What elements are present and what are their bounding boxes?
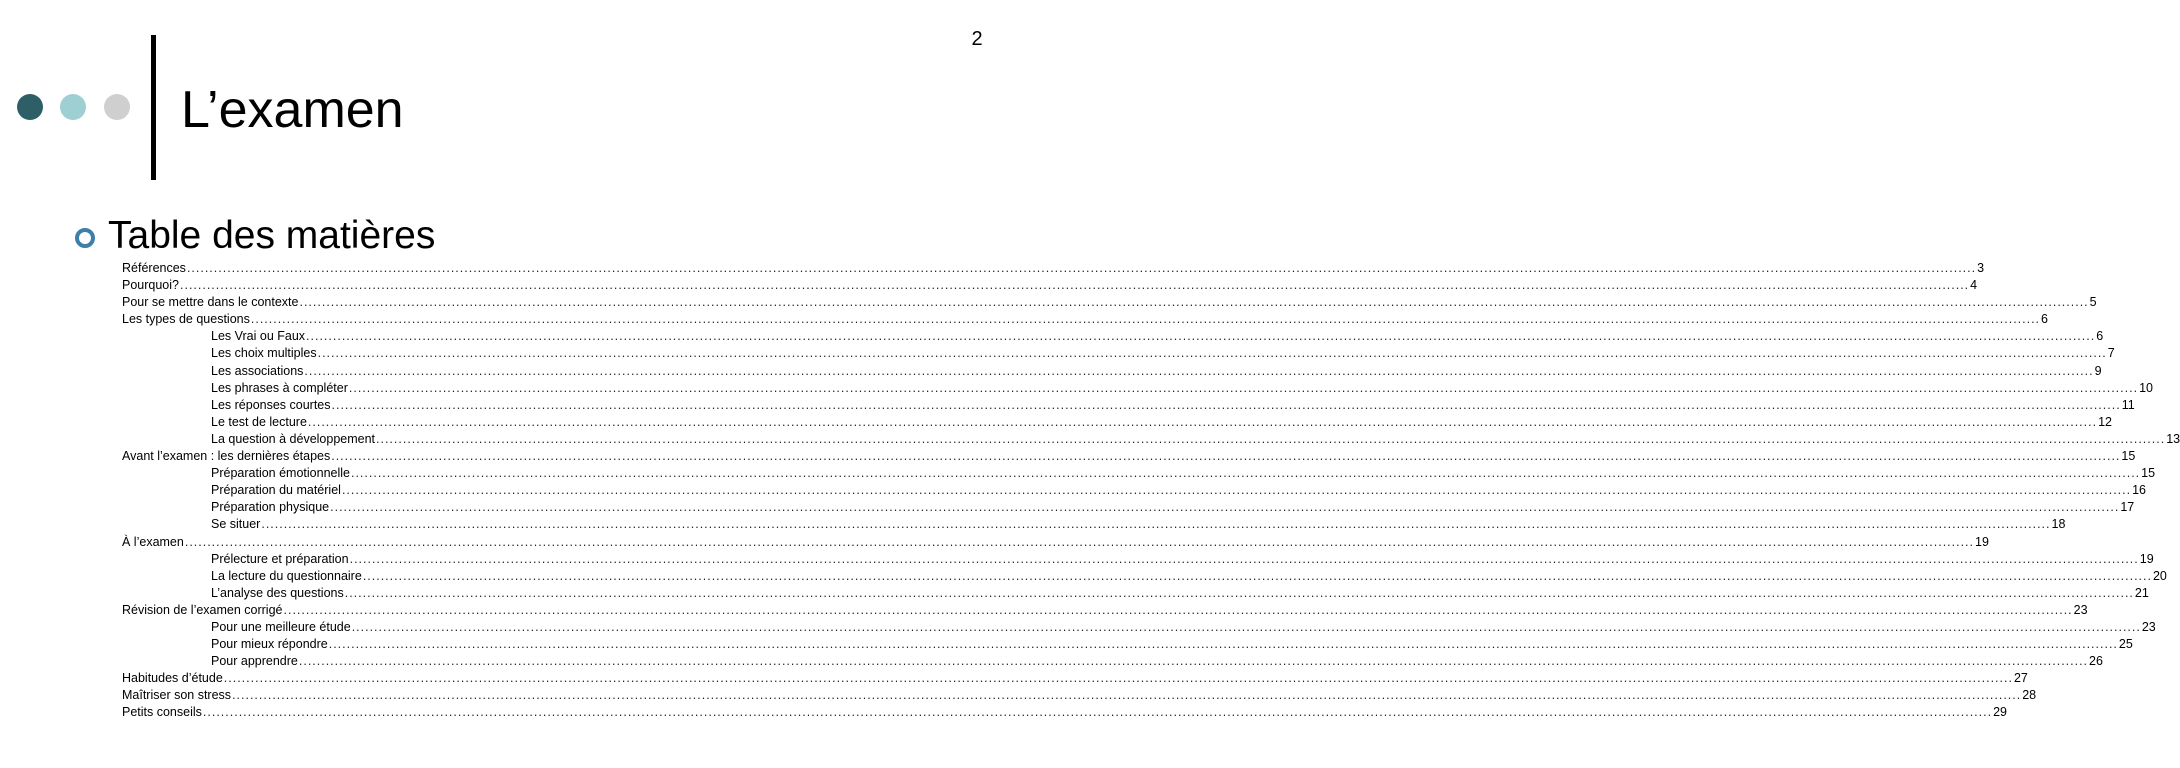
toc-entry <box>122 414 2112 431</box>
toc-dot-leader: ................................................................................................................................................................................................................................................................................................................................................................................................................ <box>304 363 2094 378</box>
toc-entry-page: 25 <box>2118 637 2133 652</box>
toc-entry-page: 3 <box>1977 261 1985 275</box>
toc-entry <box>122 687 2037 704</box>
toc-entry-page: 11 <box>2121 397 2135 412</box>
toc-entry-page: 15 <box>2141 466 2156 481</box>
toc-entry-label: Les phrases à compléter <box>211 380 348 395</box>
toc-entry-page: 7 <box>2107 346 2115 361</box>
toc-entry-label: Avant l’examen : les dernières étapes <box>122 449 331 464</box>
toc-entry <box>122 328 2104 345</box>
decorative-dot-grey <box>104 94 130 120</box>
toc-entry-label: Préparation du matériel <box>211 483 341 498</box>
toc-entry-page: 6 <box>2096 329 2104 344</box>
toc-entry <box>122 585 2149 602</box>
toc-entry-label: Les associations <box>211 363 304 378</box>
toc-entry <box>122 619 2156 636</box>
toc-entry <box>122 568 2167 585</box>
toc-dot-leader: ................................................................................................................................................................................................................................................................................................................................................................................................................ <box>261 517 2051 532</box>
toc-entry <box>122 380 2153 397</box>
toc-entry <box>122 551 2154 568</box>
toc-entry-page: 29 <box>1993 705 2007 720</box>
toc-entry-label: Les types de questions <box>122 312 250 327</box>
slide-number: 2 <box>971 28 983 50</box>
toc-entry-page: 19 <box>1975 534 1989 549</box>
toc-entry-label: Préparation émotionnelle <box>211 466 350 481</box>
toc-entry-page: 18 <box>2051 517 2066 532</box>
toc-entry-label: Les choix multiples <box>211 346 317 361</box>
toc-entry-label: Les réponses courtes <box>211 397 331 412</box>
toc-entry-label: Pour apprendre <box>211 654 298 669</box>
toc-entry-page: 20 <box>2152 568 2167 583</box>
toc-entry-label: La lecture du questionnaire <box>211 568 362 583</box>
toc-entry-label: Petits conseils <box>122 705 202 720</box>
toc-entry-label: Prélecture et préparation <box>211 551 349 566</box>
toc-dot-leader: ................................................................................................................................................................................................................................................................................................................................................................................................................ <box>186 261 1977 275</box>
toc-entry-label: Pourquoi? <box>122 278 179 293</box>
toc-dot-leader: ................................................................................................................................................................................................................................................................................................................................................................................................................ <box>350 466 2141 481</box>
toc-entry-label: Références <box>122 261 186 275</box>
section-heading: Table des matières <box>108 214 436 257</box>
toc-entry <box>122 499 2135 516</box>
toc-dot-leader: ................................................................................................................................................................................................................................................................................................................................................................................................................ <box>376 431 2166 446</box>
toc-entry <box>122 516 2066 533</box>
toc-dot-leader: ................................................................................................................................................................................................................................................................................................................................................................................................................ <box>330 500 2120 515</box>
toc-entry <box>122 345 2115 362</box>
toc-dot-leader: ................................................................................................................................................................................................................................................................................................................................................................................................................ <box>351 619 2141 634</box>
toc-entry-page: 28 <box>2022 688 2037 703</box>
toc-entry-page: 9 <box>2094 363 2102 378</box>
toc-entry-page: 27 <box>2013 671 2028 686</box>
toc-dot-leader: ................................................................................................................................................................................................................................................................................................................................................................................................................ <box>298 654 2089 669</box>
toc-entry-label: Pour se mettre dans le contexte <box>122 295 299 310</box>
slide-title: L’examen <box>181 81 404 139</box>
toc-entry <box>122 534 1989 551</box>
toc-entry-page: 19 <box>2139 551 2154 566</box>
toc-dot-leader: ................................................................................................................................................................................................................................................................................................................................................................................................................ <box>348 380 2139 395</box>
toc-entry-label: À l’examen <box>122 534 184 549</box>
toc-dot-leader: ................................................................................................................................................................................................................................................................................................................................................................................................................ <box>331 449 2121 464</box>
toc-dot-leader: ................................................................................................................................................................................................................................................................................................................................................................................................................ <box>306 329 2096 344</box>
toc-entry-label: Maîtriser son stress <box>122 688 232 703</box>
toc-dot-leader: ................................................................................................................................................................................................................................................................................................................................................................................................................ <box>328 637 2118 652</box>
toc-entry-page: 6 <box>2041 312 2048 327</box>
toc-entry-page: 17 <box>2120 500 2135 515</box>
toc-entry-page: 4 <box>1970 278 1978 293</box>
toc-dot-leader: ................................................................................................................................................................................................................................................................................................................................................................................................................ <box>283 602 2073 617</box>
toc-dot-leader: ................................................................................................................................................................................................................................................................................................................................................................................................................ <box>223 671 2013 686</box>
toc-entry-label: Pour une meilleure étude <box>211 619 351 634</box>
toc-entry-page: 15 <box>2121 449 2136 464</box>
toc-dot-leader: ................................................................................................................................................................................................................................................................................................................................................................................................................ <box>180 278 1970 293</box>
toc-entry <box>122 311 2048 328</box>
toc-entry <box>122 363 2102 380</box>
decorative-dot-dark <box>17 94 43 120</box>
toc-dot-leader: ................................................................................................................................................................................................................................................................................................................................................................................................................ <box>341 483 2132 498</box>
toc-dot-leader: ................................................................................................................................................................................................................................................................................................................................................................................................................ <box>344 585 2134 600</box>
toc-entry-label: La question à développement <box>211 431 376 446</box>
toc-entry-page: 21 <box>2134 585 2149 600</box>
toc-dot-leader: ................................................................................................................................................................................................................................................................................................................................................................................................................ <box>299 295 2089 310</box>
toc-entry <box>122 704 2007 721</box>
toc-entry-page: 5 <box>2089 295 2097 310</box>
toc-entry <box>122 294 2097 311</box>
toc-entry <box>122 448 2136 465</box>
bullet-ring-icon <box>75 228 95 248</box>
toc-entry-page: 12 <box>2098 414 2112 429</box>
toc-entry <box>122 431 2180 448</box>
toc-entry-label: Les Vrai ou Faux <box>211 329 306 344</box>
toc-entry-label: Se situer <box>211 517 261 532</box>
toc-dot-leader: ................................................................................................................................................................................................................................................................................................................................................................................................................ <box>202 705 1993 720</box>
toc-entry-label: Préparation physique <box>211 500 330 515</box>
toc-entry-label: L’analyse des questions <box>211 585 344 600</box>
toc-entry <box>122 636 2133 653</box>
toc-entry-page: 16 <box>2132 483 2147 498</box>
toc-dot-leader: ................................................................................................................................................................................................................................................................................................................................................................................................................ <box>307 414 2098 429</box>
toc-entry <box>122 653 2103 670</box>
toc-entry <box>122 277 1978 294</box>
toc-entry-page: 23 <box>2073 602 2088 617</box>
toc-entry <box>122 602 2088 619</box>
toc-entry-label: Le test de lecture <box>211 414 307 429</box>
toc-dot-leader: ................................................................................................................................................................................................................................................................................................................................................................................................................ <box>184 534 1975 549</box>
toc-dot-leader: ................................................................................................................................................................................................................................................................................................................................................................................................................ <box>250 312 2041 327</box>
toc-entry-page: 13 <box>2166 431 2180 446</box>
toc-dot-leader: ................................................................................................................................................................................................................................................................................................................................................................................................................ <box>317 346 2107 361</box>
title-divider <box>151 35 156 180</box>
toc-entry-page: 10 <box>2139 380 2153 395</box>
toc-entry <box>122 465 2156 482</box>
toc-entry-label: Pour mieux répondre <box>211 637 328 652</box>
toc-entry <box>122 482 2147 499</box>
decorative-dot-teal <box>60 94 86 120</box>
toc-entry <box>122 260 1985 277</box>
toc-dot-leader: ................................................................................................................................................................................................................................................................................................................................................................................................................ <box>331 397 2121 412</box>
table-of-contents <box>122 260 2180 722</box>
toc-entry-label: Habitudes d’étude <box>122 671 223 686</box>
toc-entry <box>122 397 2135 414</box>
toc-entry <box>122 670 2028 687</box>
toc-dot-leader: ................................................................................................................................................................................................................................................................................................................................................................................................................ <box>349 551 2139 566</box>
toc-entry-label: Révision de l’examen corrigé <box>122 602 283 617</box>
toc-entry-page: 26 <box>2089 654 2103 669</box>
toc-dot-leader: ................................................................................................................................................................................................................................................................................................................................................................................................................ <box>362 568 2152 583</box>
toc-dot-leader: ................................................................................................................................................................................................................................................................................................................................................................................................................ <box>232 688 2022 703</box>
toc-entry-page: 23 <box>2141 619 2156 634</box>
